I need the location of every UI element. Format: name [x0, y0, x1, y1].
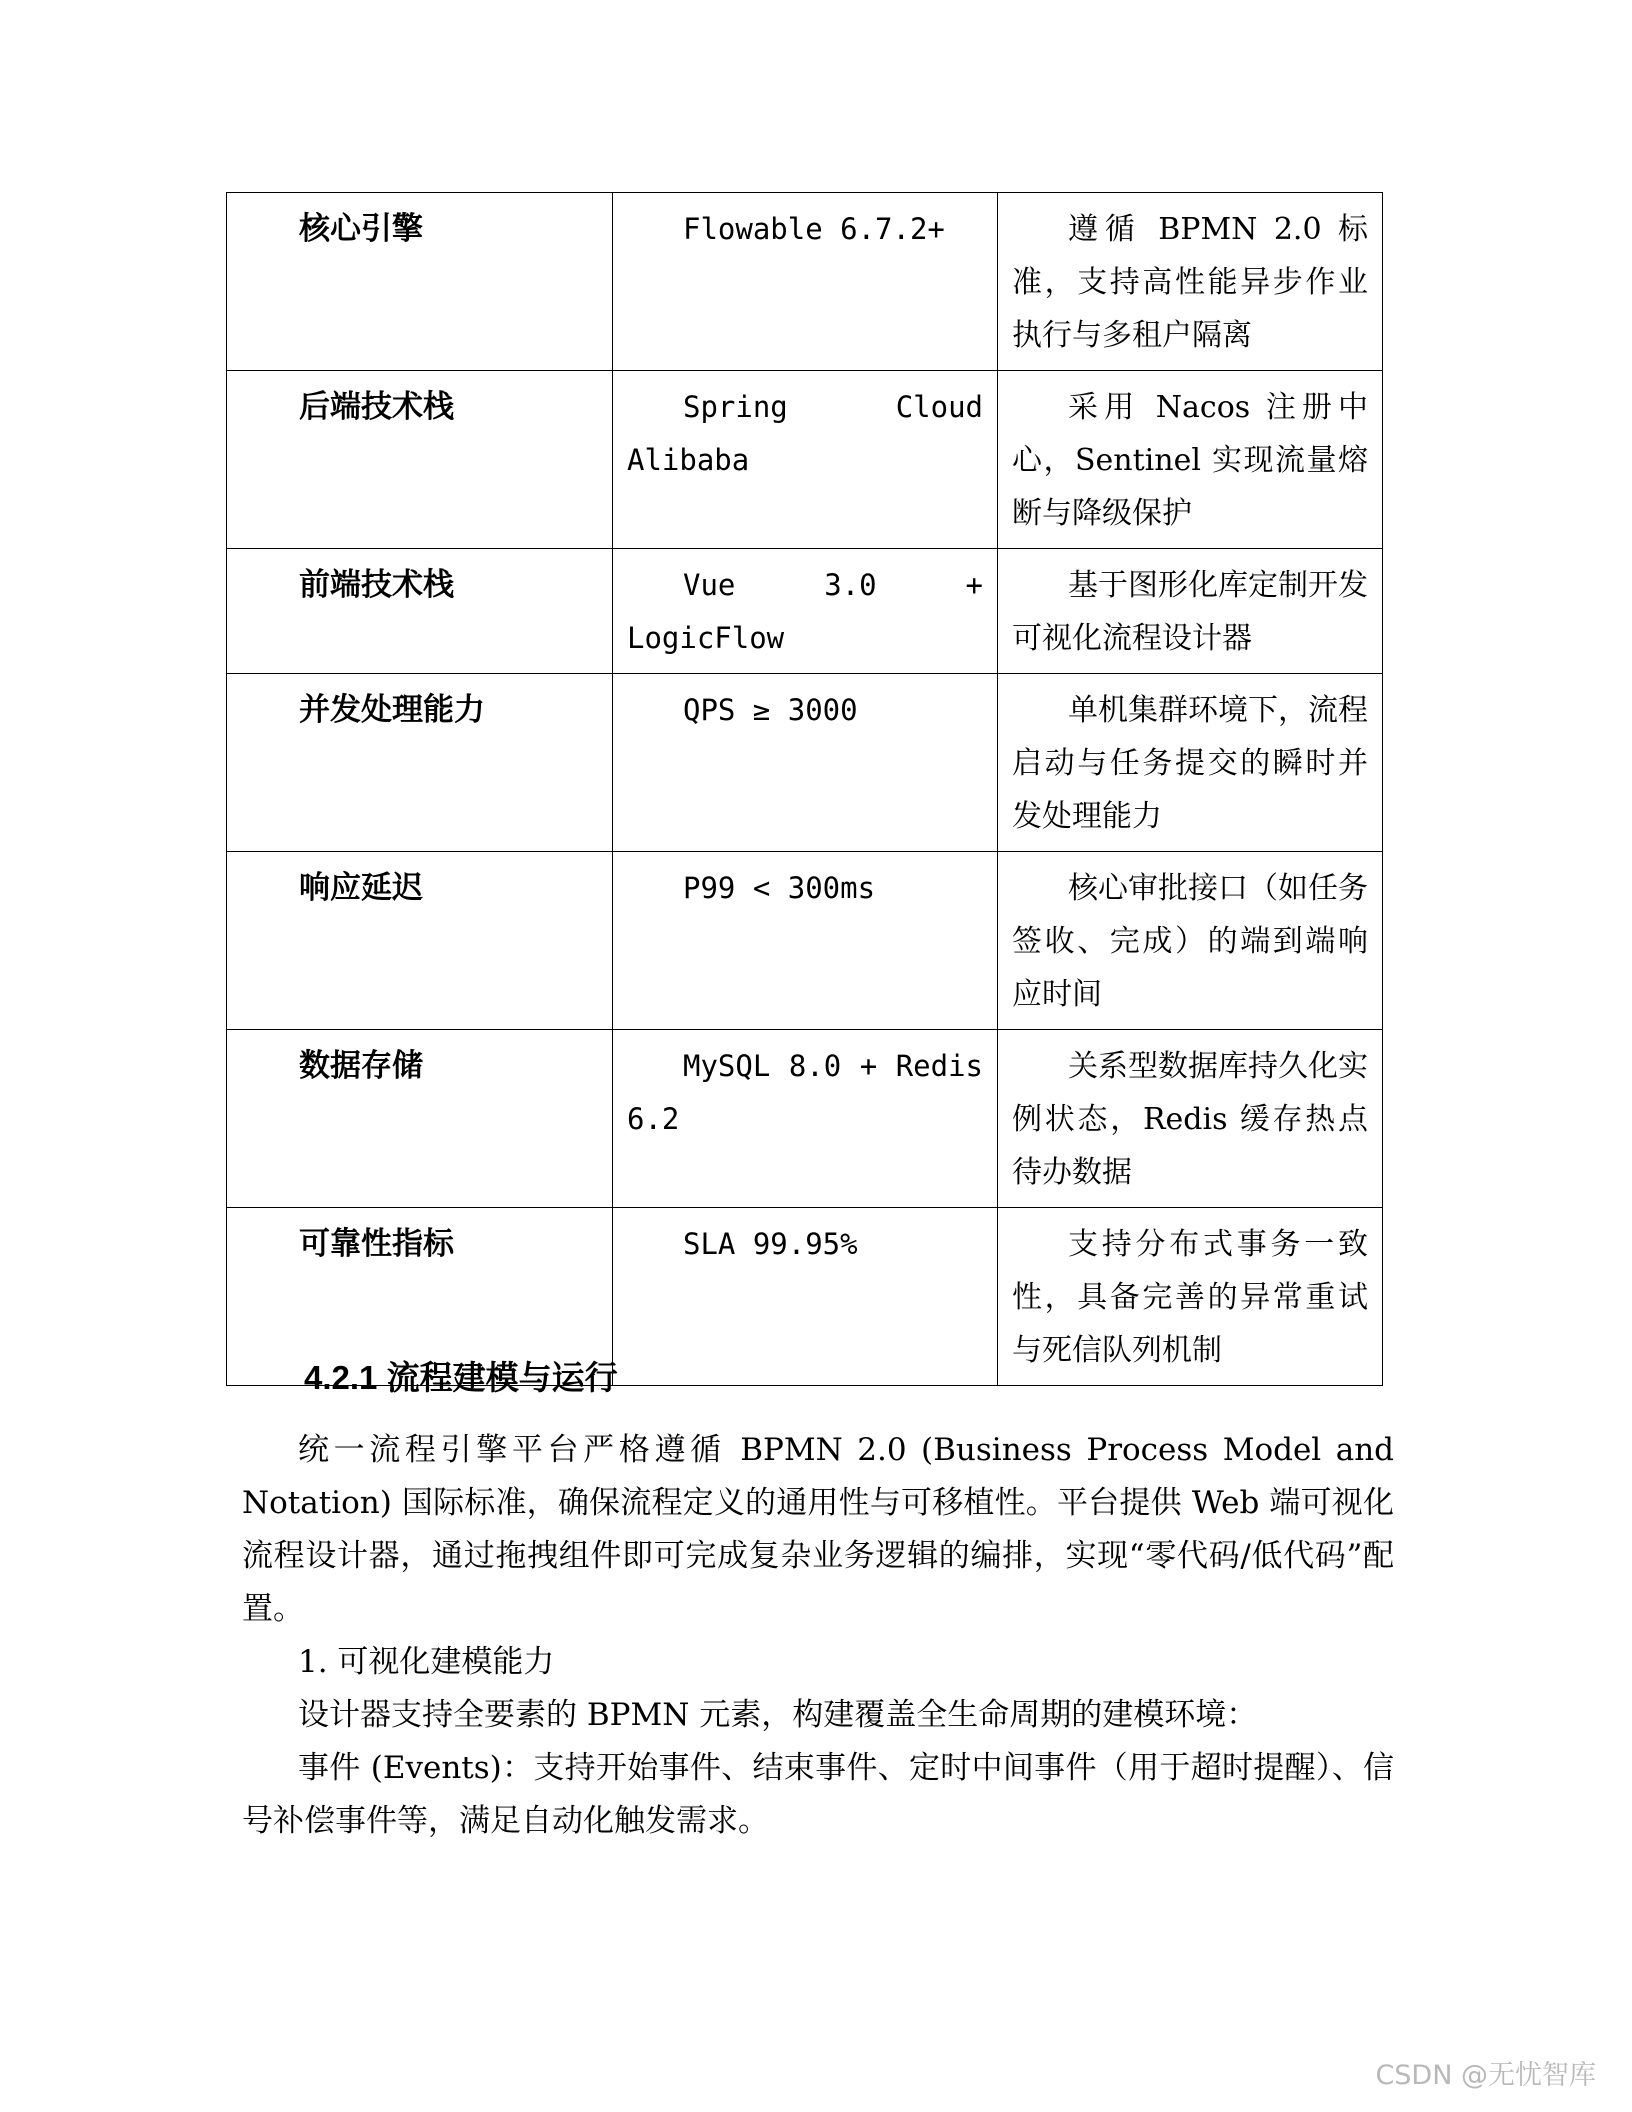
row-label: 后端技术栈	[227, 371, 613, 549]
table-row	[227, 549, 1383, 674]
section-heading: 4.2.1 流程建模与运行	[304, 1359, 618, 1396]
row-description: 支持分布式事务一致性，具备完善的异常重试与死信队列机制	[998, 1208, 1383, 1386]
row-value: Flowable 6.7.2+	[613, 193, 998, 371]
table-row	[227, 674, 1383, 852]
paragraph: 事件 (Events)：支持开始事件、结束事件、定时中间事件（用于超时提醒）、信号补偿事件等，满足自动化触发需求。	[242, 1750, 1394, 1839]
row-description: 基于图形化库定制开发可视化流程设计器	[998, 549, 1383, 674]
table-row	[227, 193, 1383, 371]
row-value: MySQL 8.0 + Redis 6.2	[613, 1030, 998, 1208]
row-label: 核心引擎	[227, 193, 613, 371]
row-value: QPS ≥ 3000	[613, 674, 998, 852]
row-value: SLA 99.95%	[613, 1208, 998, 1386]
row-description: 采用 Nacos 注册中心，Sentinel 实现流量熔断与降级保护	[998, 371, 1383, 549]
table-row	[227, 371, 1383, 549]
row-value: Spring Cloud Alibaba	[613, 371, 998, 549]
paragraph: 统一流程引擎平台严格遵循 BPMN 2.0 (Business Process Model and Notation) 国际标准，确保流程定义的通用性与可移植性。平台提供 Web 端可视化流程设计器，通过拖拽组件即可完成复杂业务逻辑的编排，实现“零代码/低代码”配置。	[242, 1432, 1394, 1627]
row-label: 响应延迟	[227, 852, 613, 1030]
table-row	[227, 852, 1383, 1030]
row-description: 核心审批接口（如任务签收、完成）的端到端响应时间	[998, 852, 1383, 1030]
row-value: P99 < 300ms	[613, 852, 998, 1030]
row-label: 可靠性指标	[227, 1208, 613, 1386]
row-description: 遵循 BPMN 2.0 标准，支持高性能异步作业执行与多租户隔离	[998, 193, 1383, 371]
row-description: 单机集群环境下，流程启动与任务提交的瞬时并发处理能力	[998, 674, 1383, 852]
watermark: CSDN @无忧智库	[1375, 2060, 1596, 2091]
row-label: 并发处理能力	[227, 674, 613, 852]
row-value: Vue 3.0 + LogicFlow	[613, 549, 998, 674]
row-label: 数据存储	[227, 1030, 613, 1208]
tech-spec-table	[226, 192, 1383, 1386]
table-row	[227, 1030, 1383, 1208]
paragraph: 1. 可视化建模能力	[298, 1644, 555, 1680]
row-label: 前端技术栈	[227, 549, 613, 674]
row-description: 关系型数据库持久化实例状态，Redis 缓存热点待办数据	[998, 1030, 1383, 1208]
paragraph: 设计器支持全要素的 BPMN 元素，构建覆盖全生命周期的建模环境：	[298, 1697, 1258, 1733]
section-body	[242, 1424, 1394, 1848]
